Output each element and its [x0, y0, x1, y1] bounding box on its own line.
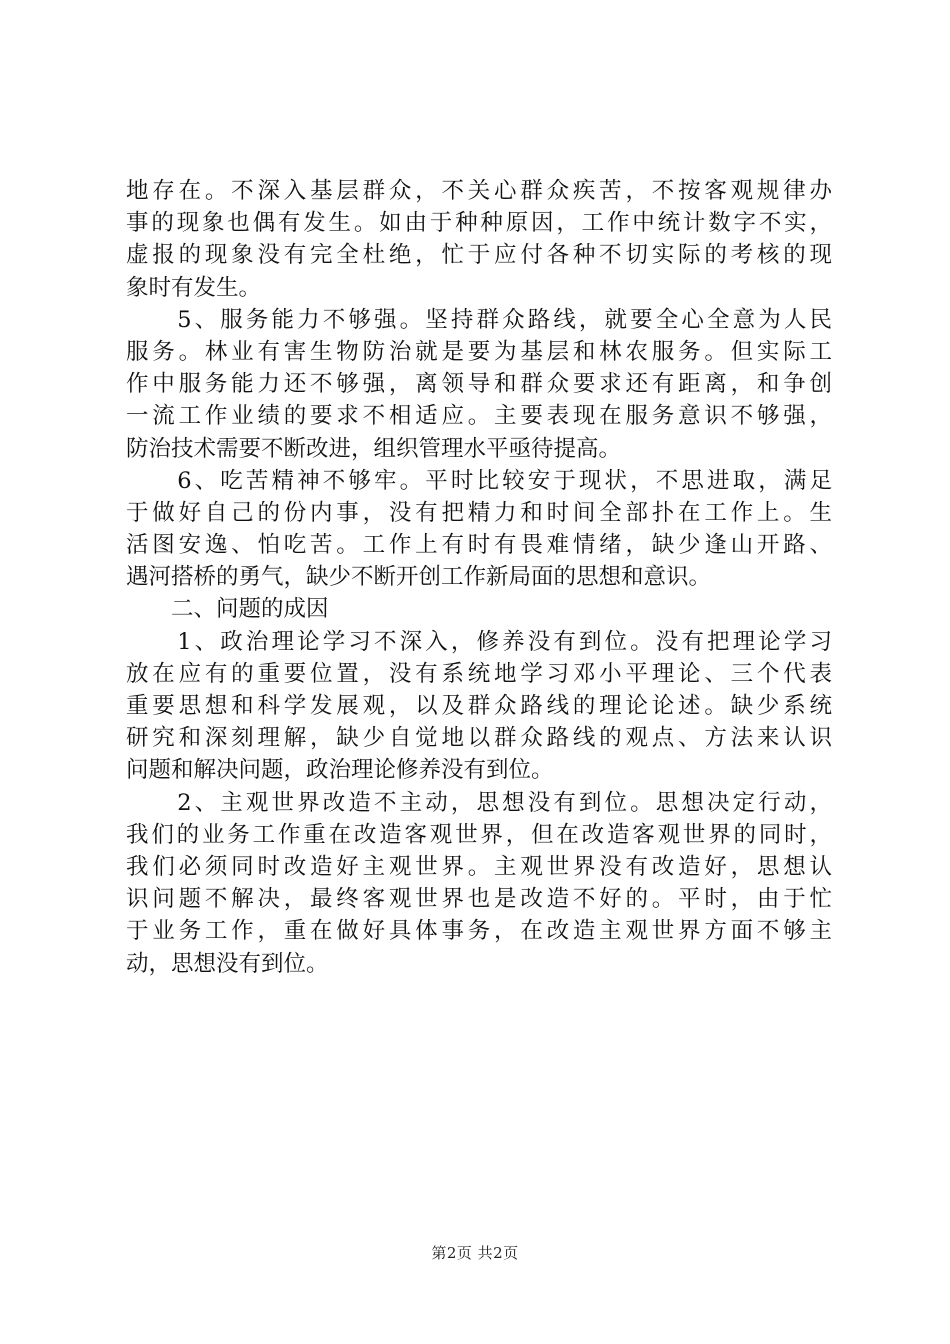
text-line: 我们必须同时改造好主观世界。主观世界没有改造好，思想认	[126, 853, 832, 880]
text-line: 虚报的现象没有完全杜绝，忙于应付各种不切实际的考核的现	[126, 242, 832, 269]
document-body	[126, 175, 832, 980]
text-line: 2、主观世界改造不主动，思想没有到位。思想决定行动，	[126, 789, 832, 816]
text-line: 遇河搭桥的勇气，缺少不断开创工作新局面的思想和意识。	[126, 564, 712, 591]
text-line: 服务。林业有害生物防治就是要为基层和林农服务。但实际工	[126, 338, 832, 365]
paragraph-cause-2	[126, 787, 832, 980]
heading-line: 二、问题的成因	[126, 596, 329, 623]
text-line: 动，思想没有到位。	[126, 950, 329, 977]
text-line: 一流工作业绩的要求不相适应。主要表现在服务意识不够强，	[126, 403, 832, 430]
text-line: 地存在。不深入基层群众，不关心群众疾苦，不按客观规律办	[126, 178, 832, 204]
text-line: 重要思想和科学发展观，以及群众路线的理论论述。缺少系统	[126, 693, 832, 719]
text-line: 活图安逸、怕吃苦。工作上有时有畏难情绪，缺少逢山开路、	[126, 532, 832, 559]
paragraph-cause-1	[126, 626, 832, 787]
page-number-footer: 第2页 共2页	[431, 1244, 519, 1262]
paragraph-item-5	[126, 304, 832, 465]
text-line: 问题和解决问题，政治理论修养没有到位。	[126, 757, 554, 784]
text-line: 象时有发生。	[126, 274, 262, 301]
text-line: 于业务工作，重在做好具体事务，在改造主观世界方面不够主	[126, 918, 832, 945]
text-line: 事的现象也偶有发生。如由于种种原因，工作中统计数字不实，	[126, 210, 832, 237]
text-line: 我们的业务工作重在改造客观世界，但在改造客观世界的同时，	[126, 821, 832, 848]
paragraph-item-6	[126, 465, 832, 594]
text-line: 作中服务能力还不够强，离领导和群众要求还有距离，和争创	[126, 371, 832, 398]
text-line: 研究和深刻理解，缺少自觉地以群众路线的观点、方法来认识	[126, 725, 832, 752]
text-line: 6、吃苦精神不够牢。平时比较安于现状，不思进取，满足	[126, 467, 832, 494]
text-line: 防治技术需要不断改进，组织管理水平亟待提高。	[126, 435, 622, 462]
section-heading	[126, 593, 832, 625]
text-line: 1、政治理论学习不深入，修养没有到位。没有把理论学习	[126, 628, 832, 655]
paragraph-continuation	[126, 175, 832, 304]
text-line: 5、服务能力不够强。坚持群众路线，就要全心全意为人民	[126, 306, 832, 333]
text-line: 于做好自己的份内事，没有把精力和时间全部扑在工作上。生	[126, 499, 832, 526]
text-line: 放在应有的重要位置，没有系统地学习邓小平理论、三个代表	[126, 660, 832, 687]
text-line: 识问题不解决，最终客观世界也是改造不好的。平时，由于忙	[126, 886, 832, 913]
